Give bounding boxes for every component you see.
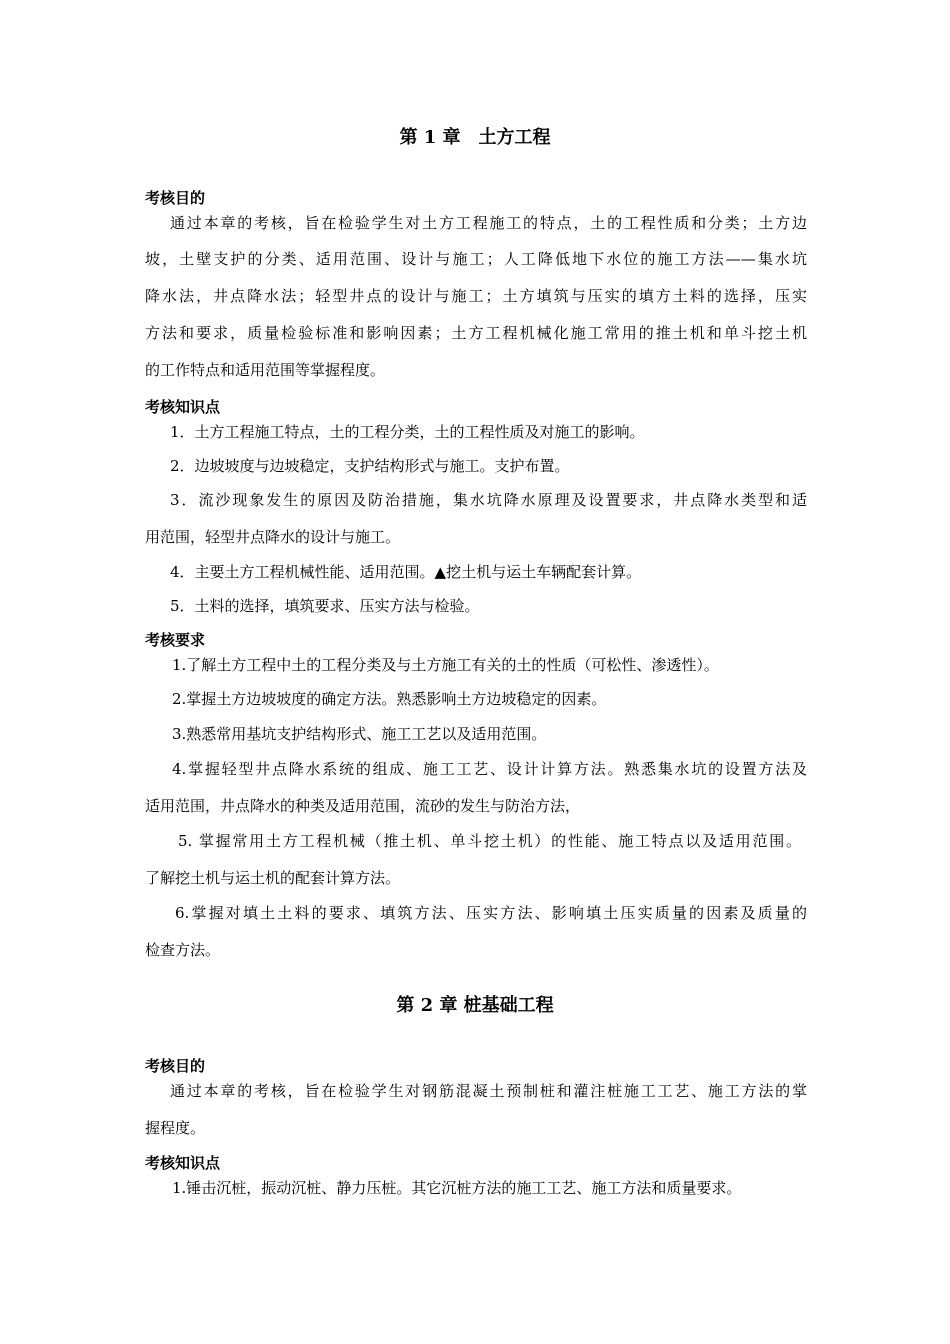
- ch1-req-item: 1.了解土方工程中土的工程分类及与土方施工有关的土的性质（可松性、渗透性）。: [172, 656, 719, 674]
- ch1-goal-line: 方法和要求，质量检验标准和影响因素；土方工程机械化施工常用的推土机和单斗挖土机: [145, 324, 807, 342]
- ch1-req-item: 检查方法。: [145, 941, 221, 959]
- ch1-req-heading: 考核要求: [145, 631, 206, 649]
- ch2-goal-heading: 考核目的: [145, 1057, 206, 1075]
- ch1-req-item: 4.掌握轻型井点降水系统的组成、施工工艺、设计计算方法。熟悉集水坑的设置方法及: [172, 760, 807, 778]
- ch1-goal-line: 通过本章的考核，旨在检验学生对土方工程施工的特点，土的工程性质和分类；土方边: [170, 214, 807, 232]
- ch2-goal-line: 通过本章的考核，旨在检验学生对钢筋混凝土预制桩和灌注桩施工工艺、施工方法的掌: [170, 1082, 807, 1100]
- ch2-points-heading: 考核知识点: [145, 1154, 221, 1172]
- ch1-point-item: 3．流沙现象发生的原因及防治措施，集水坑降水原理及设置要求，井点降水类型和适: [170, 491, 807, 509]
- chapter-2-title: 第 2 章 桩基础工程: [396, 995, 554, 1016]
- ch2-point-item: 1.锤击沉桩，振动沉桩、静力压桩。其它沉桩方法的施工工艺、施工方法和质量要求。: [172, 1179, 742, 1197]
- ch1-req-item: 适用范围，井点降水的种类及适用范围，流砂的发生与防治方法，: [145, 797, 581, 815]
- ch1-goal-line: 的工作特点和适用范围等掌握程度。: [145, 361, 386, 379]
- ch1-goal-heading: 考核目的: [145, 189, 206, 207]
- ch1-point-item: 5．土料的选择，填筑要求、压实方法与检验。: [170, 597, 480, 615]
- ch1-goal-line: 坡，土壁支护的分类、适用范围、设计与施工；人工降低地下水位的施工方法——集水坑: [145, 250, 807, 268]
- ch1-point-item: 用范围，轻型井点降水的设计与施工。: [145, 528, 401, 546]
- ch1-points-heading: 考核知识点: [145, 398, 221, 416]
- ch1-req-item: 6.掌握对填土土料的要求、填筑方法、压实方法、影响填土压实质量的因素及质量的: [175, 904, 807, 922]
- ch1-point-item: 4．主要土方工程机械性能、适用范围。▲挖土机与运土车辆配套计算。: [170, 563, 642, 581]
- ch1-point-item: 1．土方工程施工特点，土的工程分类，土的工程性质及对施工的影响。: [170, 423, 645, 441]
- chapter-1-title: 第 1 章 土方工程: [399, 127, 551, 148]
- ch1-req-item: 5. 掌握常用土方工程机械（推土机、单斗挖土机）的性能、施工特点以及适用范围。: [178, 832, 801, 850]
- ch1-point-item: 2．边坡坡度与边坡稳定，支护结构形式与施工。支护布置。: [170, 457, 570, 475]
- ch1-req-item: 2.掌握土方边坡坡度的确定方法。熟悉影响土方边坡稳定的因素。: [172, 690, 607, 708]
- ch1-goal-line: 降水法，井点降水法；轻型井点的设计与施工；土方填筑与压实的填方土料的选择，压实: [145, 287, 807, 305]
- ch1-req-item: 了解挖土机与运土机的配套计算方法。: [145, 869, 401, 887]
- ch2-goal-line: 握程度。: [145, 1119, 206, 1137]
- ch1-req-item: 3.熟悉常用基坑支护结构形式、施工工艺以及适用范围。: [172, 725, 547, 743]
